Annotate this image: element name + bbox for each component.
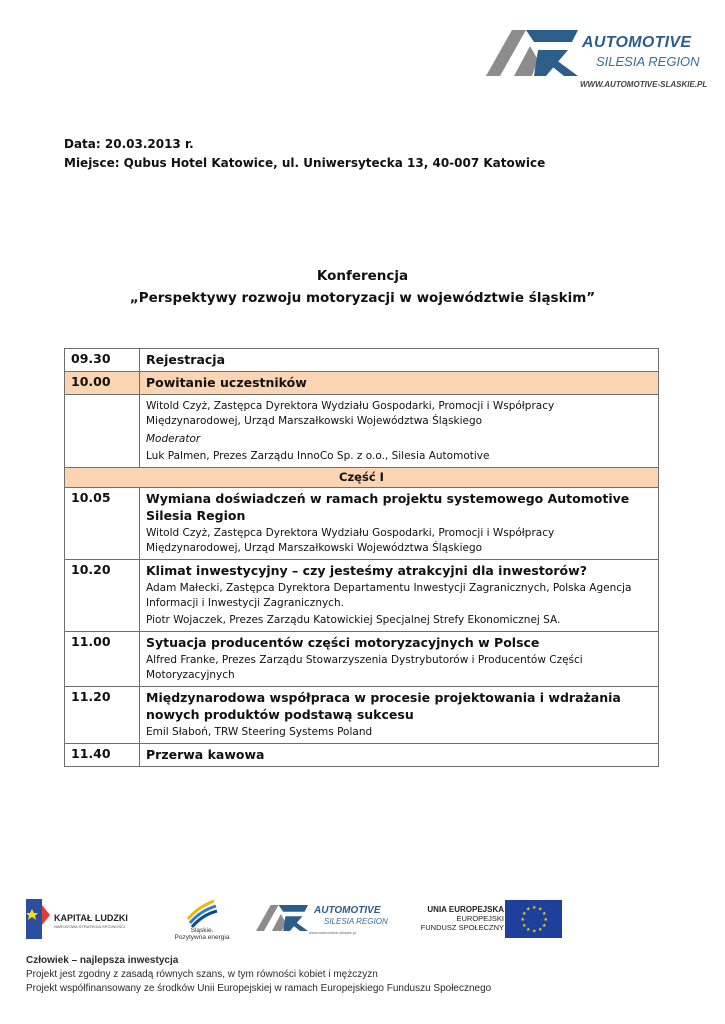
eu-stars-icon [505,900,562,938]
agenda-topic: Rejestracja [140,349,659,372]
svg-text:★: ★ [522,923,527,929]
footer-logos [24,893,584,953]
eu-label [414,905,504,932]
moderator-name: Luk Palmen, Prezes Zarządu InnoCo Sp. z o.o., Silesia Automotive [146,450,490,462]
agenda-time: 11.00 [65,632,140,687]
automotive-small-url: www.automotive-slaskie.pl [309,930,356,935]
automotive-logo-mark-icon [486,28,578,78]
svg-text:★: ★ [538,906,543,913]
svg-text:★: ★ [542,911,547,917]
footer-slogan: Człowiek – najlepsza inwestycja [26,955,179,966]
agenda-row [65,744,659,767]
agenda-speaker: Alfred Franke, Prezes Zarządu Stowarzyszenia Dystrybutorów i Producentów Części Motoryzacyjnych [146,654,583,681]
event-place: Miejsce: Qubus Hotel Katowice, ul. Uniwersytecka 13, 40-007 Katowice [64,156,546,170]
svg-text:★: ★ [532,928,537,935]
agenda-topic: Klimat inwestycyjny – czy jesteśmy atrakcyjni dla inwestorów? [146,563,587,578]
agenda-topic: Międzynarodowa współpraca w procesie projektowania i wdrażania nowych produktów podstawą sukcesu [146,690,621,722]
agenda-table [64,348,659,767]
svg-text:★: ★ [543,917,548,923]
agenda-time: 09.30 [65,349,140,372]
automotive-small-logo-icon [256,903,308,933]
agenda-item [140,560,659,632]
agenda-time: 11.20 [65,687,140,744]
agenda-speaker: Emil Słaboń, TRW Steering Systems Poland [146,726,373,738]
conference-label: Konferencja [316,268,409,284]
moderator-label: Moderator [146,433,201,445]
slaskie-label [172,927,232,941]
agenda-speaker: Piotr Wojaczek, Prezes Zarządu Katowickiej Specjalnej Strefy Ekonomicznej SA. [146,614,561,626]
agenda-row [65,349,659,372]
automotive-silesia-logo [486,26,708,94]
agenda-time: 10.05 [65,488,140,560]
svg-text:★: ★ [526,927,531,933]
svg-text:★: ★ [538,927,543,933]
slaskie-slogan: Pozytywna energia [174,934,230,941]
svg-text:★: ★ [532,905,537,911]
agenda-speaker: Witold Czyż, Zastępca Dyrektora Wydziału Gospodarki, Promocji i Współpracy Międzynarodowej, Urząd Marszałkowski Województwa Śląskiego [146,400,555,427]
section-row [65,468,659,488]
kapital-ludzki-sub: NARODOWA STRATEGIA SPÓJNOŚCI [54,924,126,929]
svg-text:★: ★ [522,911,527,917]
svg-text:★: ★ [526,906,531,913]
agenda-topic: Sytuacja producentów części motoryzacyjnych w Polsce [146,635,540,650]
kapital-ludzki-icon [26,899,50,939]
event-date: Data: 20.03.2013 r. [64,137,194,151]
kapital-ludzki-label: KAPITAŁ LUDZKI [54,913,128,923]
agenda-time: 11.40 [65,744,140,767]
svg-text:★: ★ [542,923,547,929]
agenda-topic: Powitanie uczestników [140,372,659,395]
slaskie-name: Śląskie. [190,927,214,934]
agenda-row [65,687,659,744]
section-title: Część I [65,468,659,488]
agenda-row [65,632,659,687]
agenda-row [65,488,659,560]
agenda-time: 10.00 [65,372,140,395]
agenda-row [65,560,659,632]
agenda-time-empty [65,395,140,468]
conference-title: „Perspektywy rozwoju motoryzacji w województwie śląskim” [129,290,596,306]
agenda-row-highlight [65,372,659,395]
agenda-details [140,395,659,468]
automotive-small-region: SILESIA REGION [324,917,388,926]
agenda-item [140,632,659,687]
logo-name: AUTOMOTIVE [582,34,692,51]
agenda-topic: Wymiana doświadczeń w ramach projektu systemowego Automotive Silesia Region [146,491,630,523]
eu-line3: FUNDUSZ SPOŁECZNY [420,923,504,932]
svg-text:★: ★ [520,917,525,923]
agenda-speaker: Adam Małecki, Zastępca Dyrektora Departamentu Inwestycji Zagranicznych, Polska Agencja Informacji i Inwestycji Zagranicznych. [146,582,632,609]
agenda-topic: Przerwa kawowa [140,744,659,767]
eu-line2: EUROPEJSKI [456,914,504,923]
slaskie-icon [184,897,218,927]
eu-flag-icon [505,900,562,938]
eu-line1: UNIA EUROPEJSKA [427,905,504,914]
footer-funding-note: Projekt współfinansowany ze środków Unii Europejskiej w ramach Europejskiego Funduszu Społecznego [26,983,492,994]
agenda-row [65,395,659,468]
logo-region: SILESIA REGION [596,54,700,69]
agenda-item [140,488,659,560]
footer-equality-note: Projekt jest zgodny z zasadą równych szans, w tym równości kobiet i mężczyzn [26,969,378,980]
agenda-speaker: Witold Czyż, Zastępca Dyrektora Wydziału Gospodarki, Promocji i Współpracy Międzynarodowej, Urząd Marszałkowski Województwa Śląskiego [146,527,555,554]
automotive-small-name: AUTOMOTIVE [314,905,381,916]
agenda-item [140,687,659,744]
agenda-time: 10.20 [65,560,140,632]
logo-url: WWW.AUTOMOTIVE-SLASKIE.PL [580,80,708,89]
